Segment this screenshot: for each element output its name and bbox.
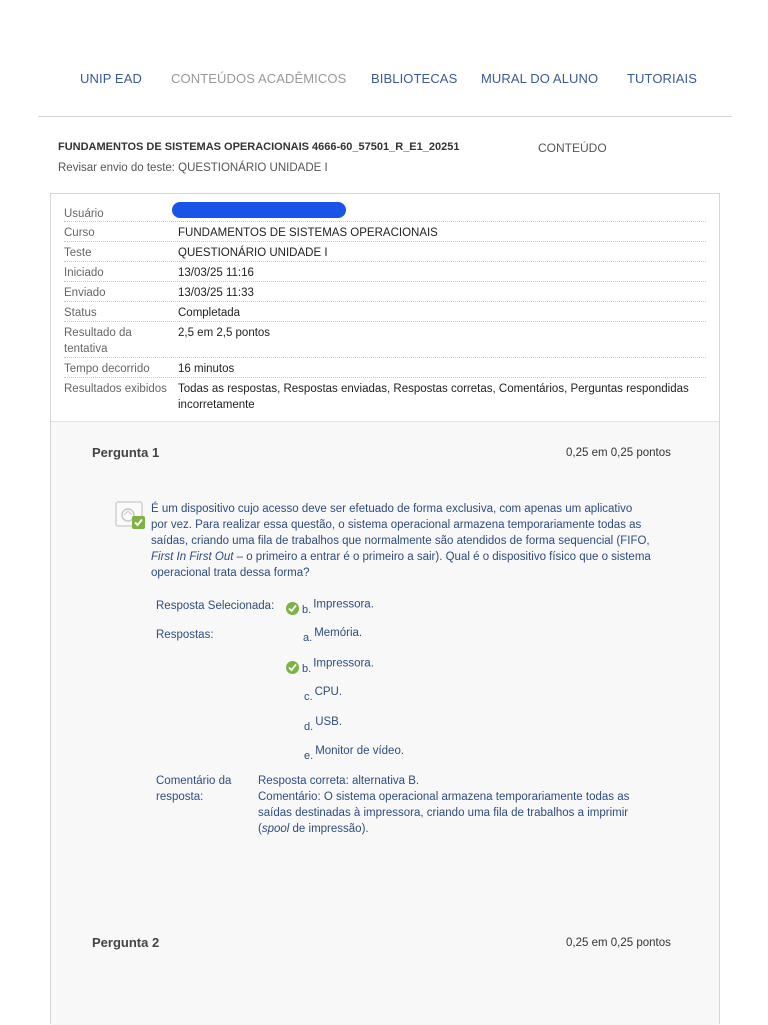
info-row-curso [64,222,706,242]
comment-label: Comentário da resposta: [156,775,232,803]
info-key: Resultado da tentativa [64,327,132,355]
nav-conteudos-academicos[interactable]: CONTEÚDOS ACADÊMICOS [171,71,347,86]
info-row-teste [64,242,706,262]
info-value: 2,5 em 2,5 pontos [178,327,271,339]
info-row-enviado [64,282,706,302]
info-row-resultado [64,322,706,358]
nav-bibliotecas[interactable]: BIBLIOTECAS [371,71,458,86]
info-key: Status [64,307,97,319]
info-key: Usuário [64,208,104,220]
info-key: Tempo decorrido [64,363,150,375]
comment-text-part: Comentário: O sistema operacional armazena temporariamente todas as saídas destinadas à impressora, criando uma fila de trabalhos a imprimir ( [258,791,630,835]
answer-comment [258,773,658,837]
info-value: 16 minutos [178,363,235,375]
answer-option-e [304,745,405,762]
attempt-info-table [64,203,706,414]
answer-letter: e. [304,750,314,762]
answer-text: Impressora. [313,657,374,670]
info-value: FUNDAMENTOS DE SISTEMAS OPERACIONAIS [178,227,438,239]
comment-correct-line: Resposta correta: alternativa B. [258,775,420,787]
answer-option-a [303,627,363,644]
answer-letter: b. [302,662,312,675]
course-title[interactable]: FUNDAMENTOS DE SISTEMAS OPERACIONAIS 4666-60_57501_R_E1_20251 [58,141,460,153]
top-navigation [0,71,768,91]
redacted-username [172,202,346,218]
comment-text-italic: spool [261,823,290,835]
info-key: Enviado [64,287,106,299]
info-value: 13/03/25 11:33 [178,287,254,299]
question-2-points: 0,25 em 0,25 pontos [566,937,671,949]
correct-check-icon [286,661,299,674]
question-1-text-italic: First In First Out [151,551,234,563]
selected-answer [286,598,374,616]
answer-text: Impressora. [313,598,374,611]
info-key: Resultados exibidos [64,383,167,395]
selected-answer-label: Resposta Selecionada: [156,600,275,612]
question-1-text [151,501,651,581]
answer-text: CPU. [314,686,343,698]
question-1-text-part: – o primeiro a entrar é o primeiro a sair). Qual é o dispositivo físico que o sistema operacional trata dessa forma? [151,551,651,579]
info-key: Teste [64,247,92,259]
info-value: Completada [178,307,241,319]
answer-option-c [304,686,343,703]
question-1-text-part: É um dispositivo cujo acesso deve ser efetuado de forma exclusiva, com apenas um aplicativo por vez. Para realizar essa questão, o sistema operacional armazena temporariamente todas as saídas, criando uma fila de trabalhos que normalmente são atendidos de forma sequencial (FIFO, [151,503,650,547]
comment-text-part: de impressão). [289,823,369,835]
question-status-icon [115,501,147,531]
question-1-title: Pergunta 1 [92,445,160,460]
answer-text: Memória. [314,627,363,639]
comment-body [258,789,658,837]
info-value: 13/03/25 11:16 [178,267,254,279]
question-2-title: Pergunta 2 [92,935,160,950]
course-menu-conteudo[interactable]: CONTEÚDO [538,141,607,155]
answer-letter: a. [303,632,313,644]
correct-check-icon [286,602,299,615]
answer-letter: d. [304,721,314,733]
answer-text: Monitor de vídeo. [315,745,405,757]
nav-divider [38,116,732,117]
info-row-iniciado [64,262,706,282]
answer-option-d [304,716,343,733]
answers-label: Respostas: [156,629,214,641]
info-row-tempo [64,358,706,378]
info-value: Todas as respostas, Respostas enviadas, Respostas corretas, Comentários, Perguntas respondidas incorretamente [178,383,689,411]
answer-letter: c. [304,691,313,703]
nav-tutoriais[interactable]: TUTORIAIS [627,71,698,86]
info-row-status [64,302,706,322]
info-row-resultados-exibidos [64,378,706,414]
answer-option-b [286,657,374,675]
question-1-points: 0,25 em 0,25 pontos [566,447,671,459]
breadcrumb: Revisar envio do teste: QUESTIONÁRIO UNIDADE I [58,162,328,174]
info-value: QUESTIONÁRIO UNIDADE I [178,247,328,259]
info-key: Iniciado [64,267,104,279]
answer-letter: b. [302,603,312,616]
answer-text: USB. [315,716,343,728]
nav-mural-do-aluno[interactable]: MURAL DO ALUNO [481,71,599,86]
nav-unip-ead[interactable]: UNIP EAD [80,71,142,86]
info-key: Curso [64,227,95,239]
info-row-usuario [64,203,706,222]
